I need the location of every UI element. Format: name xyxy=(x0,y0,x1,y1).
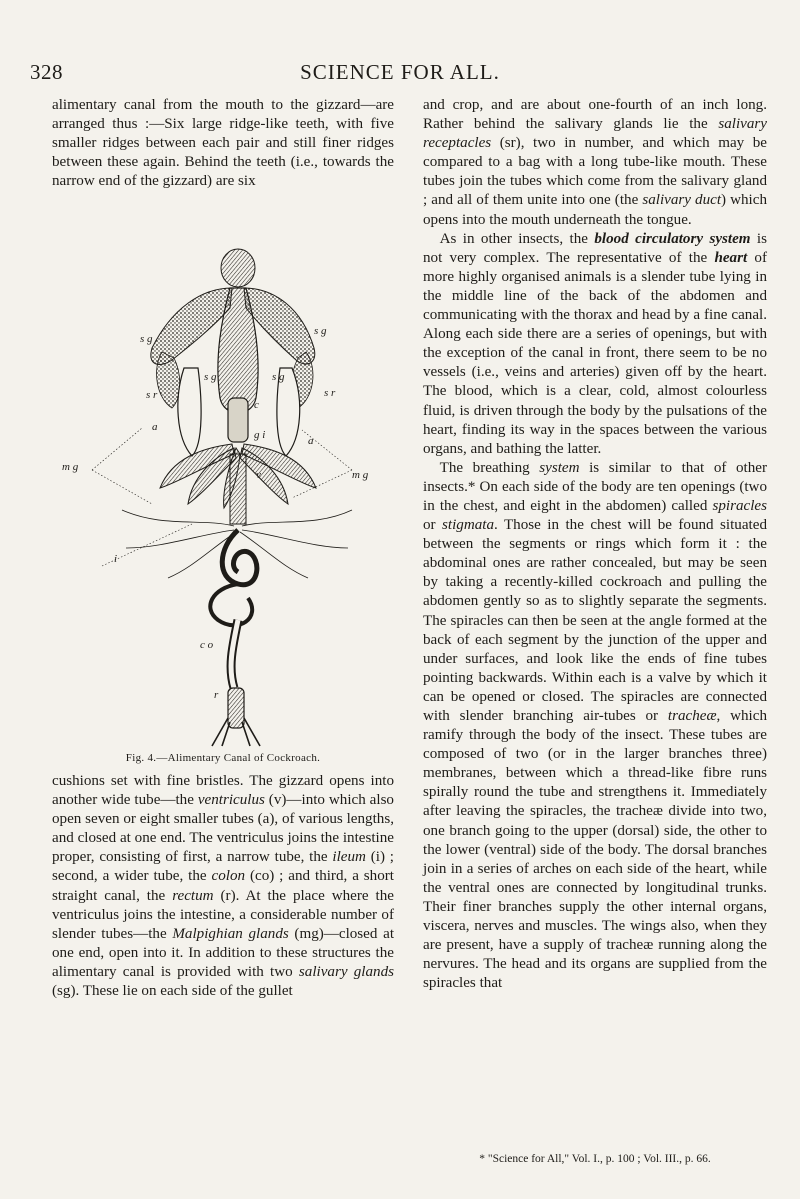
label-mg-right: m g xyxy=(352,469,369,481)
label-i: i xyxy=(114,553,118,565)
label-sg-right: s g xyxy=(314,325,327,337)
figure-caption: Fig. 4.—Alimentary Canal of Cockroach. xyxy=(125,752,321,764)
paragraph: alimentary canal from the mouth to the gizzard—are arranged thus :—Six large ridge-like teeth, with five smaller ridges between each pair and still finer ridges between these again. Behind the teeth (i.e., towards the narrow end of the gizzard) are six xyxy=(52,97,394,190)
label-sr-right: s r xyxy=(324,387,336,399)
page-number: 328 xyxy=(30,60,63,84)
cockroach-gut-illustration xyxy=(52,248,394,748)
label-r: r xyxy=(214,689,219,701)
left-column-bottom xyxy=(52,772,394,1001)
label-gi: g i xyxy=(254,429,266,441)
paragraph: As in other insects, the blood circulatory system is not very complex. The representative of the heart of more highly organised animals is a slender tube lying in the middle line of the back of the abdomen and communicating with the thorax and head by a fine canal. Along each side there are a series of openings, but with the exception of the canal in front, there seem to be no vessels (i.e., veins and arteries) given off by the heart. The blood, which is a clear, cold, almost colourless fluid, is driven through the body by the pulsations of the heart, finding its way in the spaces between the various organs, and bathing the latter. xyxy=(423,230,767,457)
label-v: v xyxy=(256,469,261,481)
salivary-receptacle-left xyxy=(178,368,201,456)
label-co: c o xyxy=(200,639,214,651)
label-c: c xyxy=(254,399,259,411)
alimentary-canal-figure xyxy=(52,248,394,748)
right-column xyxy=(423,96,767,993)
left-column-top xyxy=(52,96,394,191)
paragraph: cushions set with fine bristles. The gizzard opens into another wide tube—the ventriculus (v)—into which also open seven or eight smaller tubes (a), of various lengths, and closed at one end. The ventriculus joins the intestine proper, consisting of first, a narrow tube, the ileum (i) ; second, a wider tube, the colon (co) ; and third, a short straight canal, the rectum (r). At the place where the ventriculus joins the intestine, a considerable number of slender tubes—the Malpighian glands (mg)—closed at one end, open into it. In addition to these structures the alimentary canal is provided with two salivary glands (sg). These lie on each side of the gullet xyxy=(52,773,395,1000)
label-sr-left: s r xyxy=(146,389,158,401)
paragraph: and crop, and are about one-fourth of an inch long. Rather behind the salivary glands lie the salivary receptacles (sr), two in number, and which may be compared to a bag with a long tube-like mouth. These tubes join the tubes which come from the salivary gland ; and all of them unite into one (the salivary duct) which opens into the mouth underneath the tongue. xyxy=(423,97,767,228)
label-a-left: a xyxy=(152,421,158,433)
head-shape xyxy=(221,249,255,287)
ventriculus-shape xyxy=(230,454,246,524)
label-sg-inner-right: s g xyxy=(272,371,285,383)
page-header xyxy=(0,60,800,90)
running-title: SCIENCE FOR ALL. xyxy=(300,60,500,84)
gizzard-shape xyxy=(228,398,248,442)
paragraph: The breathing system is similar to that of other insects.* On each side of the body are ten openings (two in the chest, and eight in the abdomen) called spiracles or stigmata. Those in the chest will be found situated between the segments or rings which form it : the abdominal ones are rather concealed, but may be seen by taking a recently-killed cockroach and pulling the abdomen gently so as to slightly separate the segments. The spiracles can then be seen at the angle formed at the back of each segment by the junction of the upper and under surfaces, and look like the ends of fine tubes pointing backwards. Within each is a valve by which it can be opened or closed. The spiracles are connected with slender branching air-tubes or tracheæ, which ramify through the body of the insect. These tubes are composed of two (or in the larger branches three) membranes, between which a thread-like fibre runs spirally round the tube and strengthens it. Immediately after leaving the spiracles, the tracheæ divide into two, one branch going to the upper (dorsal) side, the other to the lower (ventral) side of the body. The dorsal branches join in a series of arches on each side of the heart, while the ventral ones are connected by longitudinal trunks. Their finer branches supply the other internal organs, viscera, nerves and muscles. The wings also, when they are present, have a supply of tracheæ running along the nervures. The head and its organs are supplied from the spiracles that xyxy=(423,459,768,992)
label-mg-left: m g xyxy=(62,461,79,473)
label-a-right: a xyxy=(308,435,314,447)
label-sg-inner-left: s g xyxy=(204,371,217,383)
rectum-shape xyxy=(228,688,244,728)
footnote: * "Science for All," Vol. I., p. 100 ; Vol. III., p. 66. xyxy=(479,1153,711,1165)
label-sg-left: s g xyxy=(140,333,153,345)
